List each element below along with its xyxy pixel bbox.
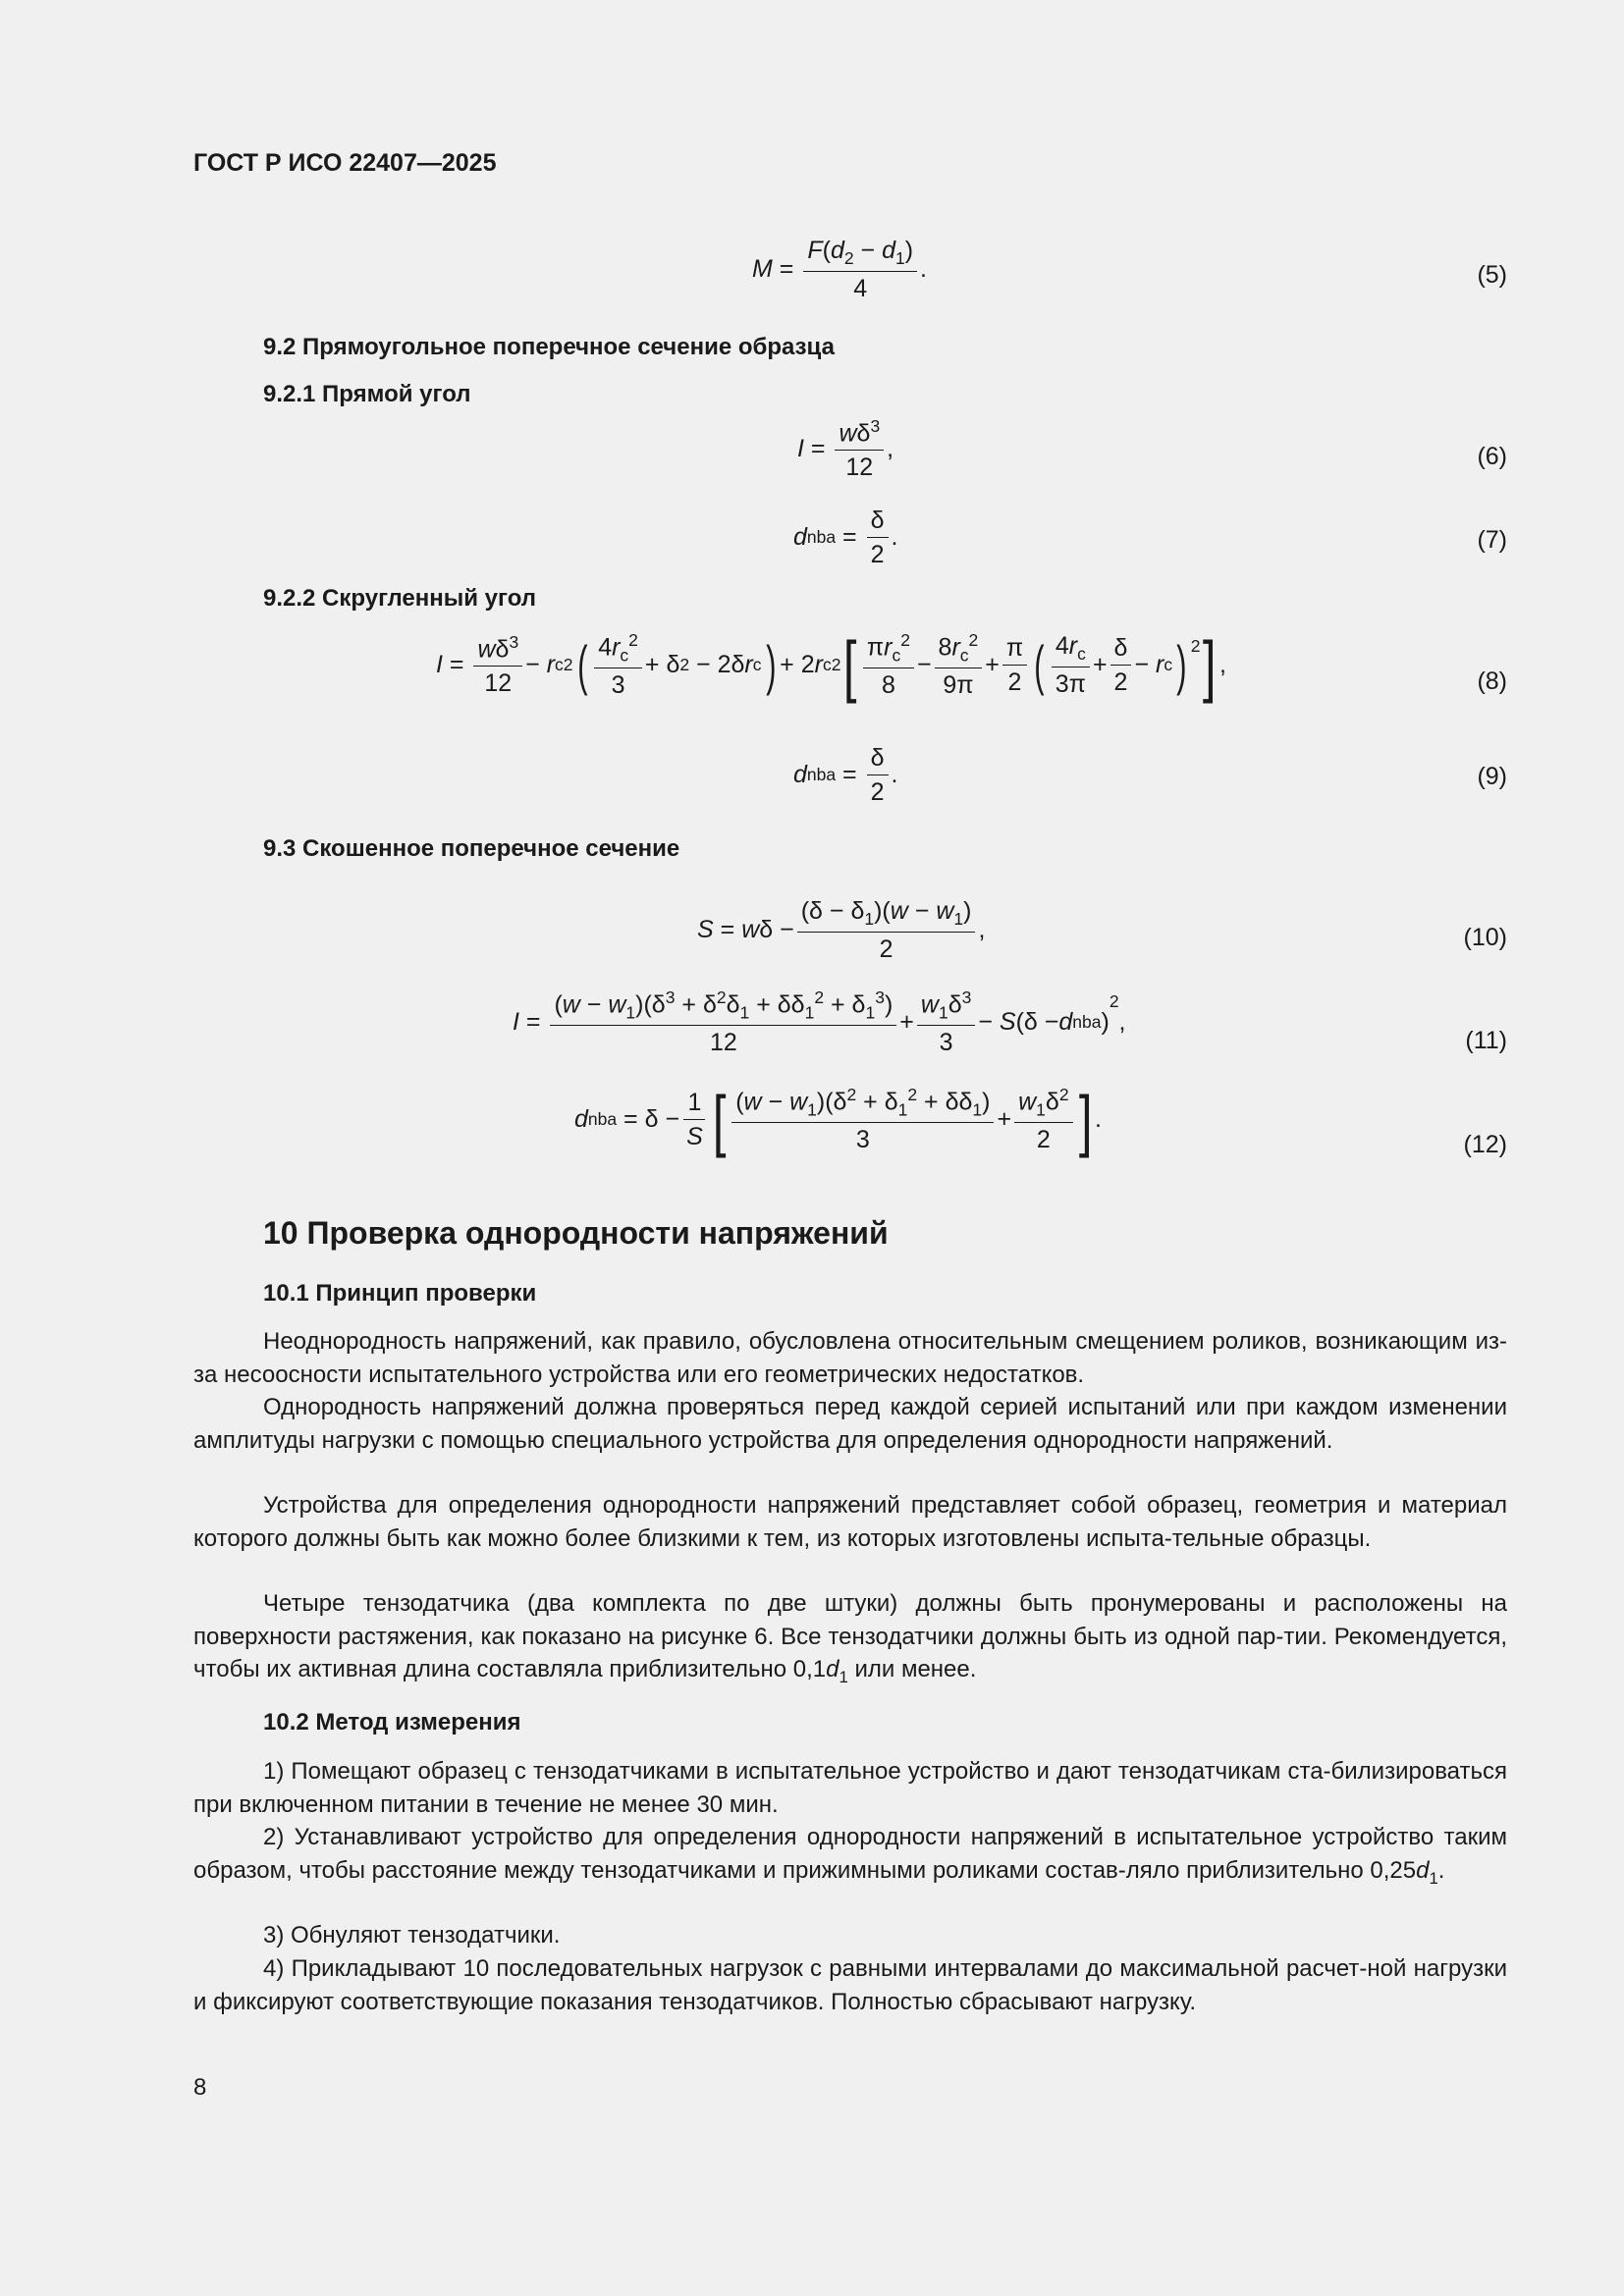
method-step-4: 4) Прикладывают 10 последовательных нагрузок с равными интервалами до максимальной расчет-ной нагрузки и фиксируют соответствующие показания тензодатчиков. Полностью сбрасывают нагрузку. <box>193 1955 1507 2015</box>
section-heading-9-3: 9.3 Скошенное поперечное сечение <box>263 835 680 862</box>
method-step-1: 1) Помещают образец с тензодатчиками в испытательное устройство и дают тензодатчикам ста-билизироваться при включенном питании в течение не менее 30 мин. <box>193 1758 1507 1818</box>
equation-7: d nba = $\frac{\delta}{2}$ . <box>793 507 898 568</box>
paragraph-4 <box>193 1587 1507 1693</box>
equation-number-12: (12) <box>1463 1131 1507 1158</box>
equation-10: S = w δ − $\frac{(\delta - \delta_1)(w - w_1)}{2}$ , <box>697 897 986 963</box>
method-step-2 <box>193 1821 1507 1895</box>
equation-number-6: (6) <box>1477 443 1507 470</box>
equation-number-7: (7) <box>1477 526 1507 554</box>
section-heading-9-2-1: 9.2.1 Прямой угол <box>263 381 471 407</box>
equation-11: I = $\frac{(w - w_1)(\delta^3 + \delta^2\delta_1 + \delta\delta_1^2 + \delta_1^3)}{12}$ + $\frac{w_1\delta^3}{3}$ − S (δ − d nba ) 2 , <box>513 988 1126 1057</box>
variable-d: d <box>1416 1856 1430 1884</box>
variable-subscript: 1 <box>1429 1868 1438 1888</box>
method-step-2-text: 2) Устанавливают устройство для определения однородности напряжений в испытательное устройство таким образом, чтобы расстояние между тензодатчиками и прижимными роликами состав-ляло приблизительно 0,25 <box>193 1824 1507 1884</box>
equation-number-11: (11) <box>1465 1027 1507 1054</box>
equation-8: I = $\frac{w\delta^3}{12}$ − r c 2 ( $\frac{4r_c^2}{3}$ + δ 2 − 2δ r c ) + 2 r c 2 [ $\frac{\pi r_c^2}{8}$ − $\frac{8r_c^2}{9\pi}$ + $\frac{\pi}{2}$ ( $\frac{4r_c}{3\pi}$ + $\frac{\delta}{2}$ − r c ) $^2$ ] , <box>436 626 1226 704</box>
section-heading-10: 10 Проверка однородности напряжений <box>263 1215 889 1251</box>
document-header: ГОСТ Р ИСО 22407—2025 <box>193 149 497 177</box>
equation-number-8: (8) <box>1477 667 1507 695</box>
section-heading-10-2: 10.2 Метод измерения <box>263 1709 521 1735</box>
section-heading-9-2: 9.2 Прямоугольное поперечное сечение образца <box>263 334 835 360</box>
paragraph-4-end: или менее. <box>847 1656 977 1682</box>
paragraph-3: Устройства для определения однородности напряжений представляет собой образец, геометрия и материал которого должны быть как можно более близкими к тем, из которых изготовлены испыта-тельные образцы. <box>193 1492 1507 1552</box>
equation-12: d nba = δ − $\frac{1}{S}$ [ $\frac{(w - w_1)(\delta^2 + \delta_1^2 + \delta\delta_1)}{3}$ + $\frac{w_1\delta^2}{2}$ ] . <box>574 1081 1102 1158</box>
page-number: 8 <box>193 2074 207 2101</box>
equation-6: I = $\frac{w\delta^3}{12}$ , <box>797 416 894 482</box>
paragraph-4-text: Четыре тензодатчика (два комплекта по две штуки) должны быть пронумерованы и расположены на поверхности растяжения, как показано на рисунке 6. Все тензодатчики должны быть из одной пар-тии. Рекомендуется, чтобы их активная длина составляла приблизительно 0,1 <box>193 1590 1507 1682</box>
section-heading-9-2-2: 9.2.2 Скругленный угол <box>263 585 537 612</box>
variable-d: d <box>826 1656 839 1682</box>
method-step-3: 3) Обнуляют тензодатчики. <box>263 1922 561 1949</box>
variable-subscript: 1 <box>839 1667 848 1686</box>
paragraph-1: Неоднородность напряжений, как правило, обусловлена относительным смещением роликов, возникающим из-за несоосности испытательного устройства или его геометрических недостатков. <box>193 1328 1507 1388</box>
equation-number-9: (9) <box>1477 763 1507 790</box>
equation-number-10: (10) <box>1463 924 1507 951</box>
section-heading-10-1: 10.1 Принцип проверки <box>263 1280 537 1307</box>
equation-5: M = $\frac{F(d_2 - d_1)}{4}$ . <box>752 237 927 302</box>
equation-number-5: (5) <box>1477 261 1507 289</box>
paragraph-2: Однородность напряжений должна проверяться перед каждой серией испытаний или при каждом изменении амплитуды нагрузки с помощью специального устройства для определения однородности напряжений. <box>193 1394 1507 1454</box>
method-step-2-end: . <box>1437 1856 1445 1884</box>
equation-9: d nba = $\frac{\delta}{2}$ . <box>793 744 898 806</box>
